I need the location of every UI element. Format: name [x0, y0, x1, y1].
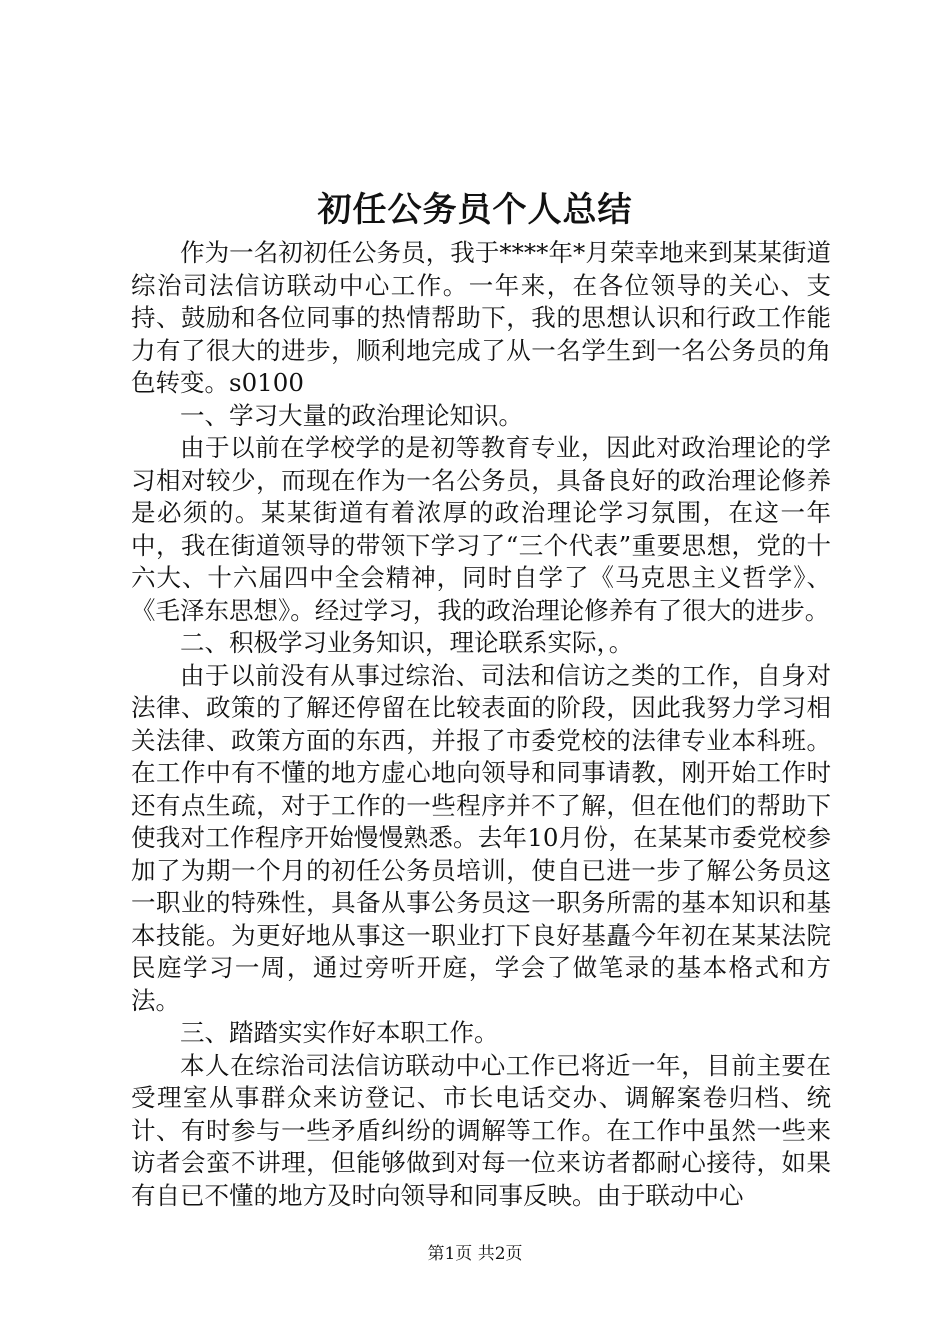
page-footer: 第1页 共2页 [427, 1244, 523, 1264]
document-title: 初任公务员个人总结 [317, 190, 633, 230]
paragraph-section-3: 本人在综治司法信访联动中心工作已将近一年，目前主要在受理室从事群众来访登记、市长电话交办、调解案卷归档、统计、有时参与一些矛盾纠纷的调解等工作。在工作中虽然一些来访者会蛮不讲理，但能够做到对每一位来访者都耐心接待，如果有自已不懂的地方及时向领导和同事反映。由于联动中心 [131, 1050, 831, 1210]
section-heading-1: 一、学习大量的政治理论知识。 [180, 400, 523, 430]
paragraph-intro: 作为一名初初任公务员，我于****年*月荣幸地来到某某街道综治司法信访联动中心工作。一年来，在各位领导的关心、支持、鼓励和各位同事的热情帮助下，我的思想认识和行政工作能力有了很大的进步，顺利地完成了从一名学生到一名公务员的角色转变。s0100 [131, 238, 831, 397]
document-body [131, 237, 831, 1212]
paragraph-section-1: 由于以前在学校学的是初等教育专业，因此对政治理论的学习相对较少，而现在作为一名公务员，具备良好的政治理论修养是必须的。某某街道有着浓厚的政治理论学习氛围，在这一年中，我在街道领导的带领下学习了“三个代表”重要思想，党的十六大、十六届四中全会精神，同时自学了《马克思主义哲学》、《毛泽东思想》。经过学习，我的政治理论修养有了很大的进步。 [131, 433, 831, 625]
section-heading-3: 三、踏踏实实作好本职工作。 [180, 1018, 499, 1047]
section-heading-2: 二、积极学习业务知识，理论联系实际，。 [180, 628, 634, 657]
paragraph-section-2: 由于以前没有从事过综治、司法和信访之类的工作，自身对法律、政策的了解还停留在比较表面的阶段，因此我努力学习相关法律、政策方面的东西，并报了市委党校的法律专业本科班。在工作中有不懂的地方虚心地向领导和同事请教，刚开始工作时还有点生疏，对于工作的一些程序并不了解，但在他们的帮助下使我对工作程序开始慢慢熟悉。去年10月份，在某某市委党校参加了为期一个月的初任公务员培训，使自已进一步了解公务员这一职业的特殊性，具备从事公务员这一职务所需的基本知识和基本技能。为更好地从事这一职业打下良好基矗今年初在某某法院民庭学习一周，通过旁听开庭，学会了做笔录的基本格式和方法。 [131, 660, 831, 1015]
